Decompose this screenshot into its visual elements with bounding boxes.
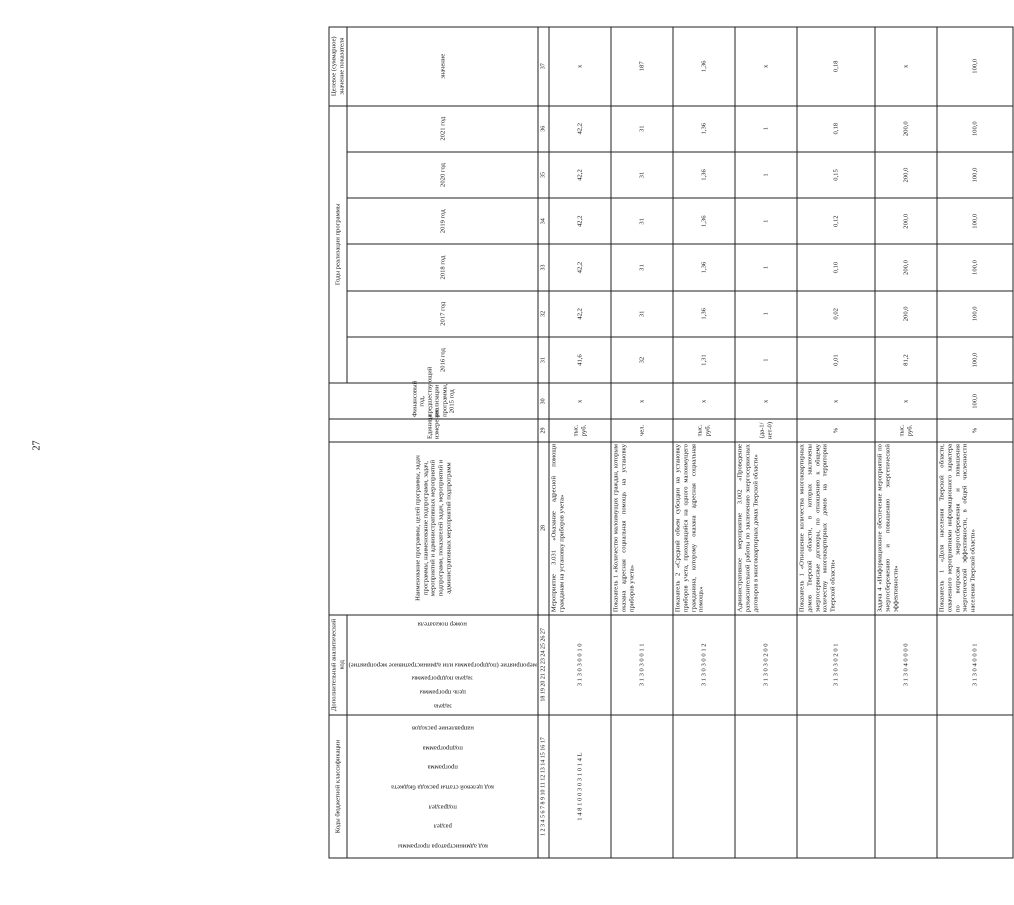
row-unit: чел. <box>611 419 673 441</box>
row-v2016: 1,31 <box>673 337 735 383</box>
header-direction: направление расходов <box>411 724 474 732</box>
row-v2019: 42,2 <box>549 198 611 244</box>
row-v2019: 1 <box>735 198 797 244</box>
row-v2018: 42,2 <box>549 244 611 290</box>
header-unit: Единица измерения <box>329 419 538 441</box>
row-total: х <box>735 27 797 106</box>
col-num-28: 28 <box>538 442 549 615</box>
row-v2020: 0,15 <box>797 152 875 198</box>
header-budget-subcols <box>347 715 538 858</box>
row-v2017: 42,2 <box>549 291 611 337</box>
row-v2015: х <box>611 383 673 419</box>
column-numbers-row <box>538 27 549 858</box>
col-num-32: 32 <box>538 291 549 337</box>
row-v2015: х <box>735 383 797 419</box>
row-v2015: х <box>673 383 735 419</box>
row-unit: (да-1/нет-0) <box>735 419 797 441</box>
row-unit: тыс. руб. <box>875 419 937 441</box>
header-indicator-num: номер показателя <box>418 620 468 628</box>
row-v2016: 0,01 <box>797 337 875 383</box>
header-admin: код администратора программы <box>397 842 488 850</box>
col-num-29: 29 <box>538 419 549 441</box>
row-total: 0,18 <box>797 27 875 106</box>
row-analytic-code: 3 1 3 0 4 0 0 0 1 <box>937 615 1013 716</box>
row-analytic-code: 3 1 3 0 3 0 0 1 2 <box>673 615 735 716</box>
row-budget-code <box>673 715 735 858</box>
row-v2018: 100,0 <box>937 244 1013 290</box>
col-num-37: 37 <box>538 27 549 106</box>
col-num-36: 36 <box>538 106 549 152</box>
row-total: х <box>875 27 937 106</box>
header-budget-codes: Коды бюджетной классификации <box>329 715 347 858</box>
row-name: Административное мероприятие 3.002 «Проведение разъяснительной работы по заключению энергосервисных договоров в многоквартирных домах Тверской области» <box>735 442 797 615</box>
table-row <box>549 27 611 858</box>
row-v2015: х <box>875 383 937 419</box>
program-table-sheet <box>329 27 979 859</box>
row-v2019: 200,0 <box>875 198 937 244</box>
row-v2015: 100,0 <box>937 383 1013 419</box>
header-goal: цель программы <box>419 688 466 696</box>
header-y2017: 2017 год <box>347 291 538 337</box>
row-v2015: х <box>797 383 875 419</box>
row-v2017: 100,0 <box>937 291 1013 337</box>
header-target-code: код целевой статьи расхода бюджета <box>391 783 495 791</box>
row-budget-code <box>735 715 797 858</box>
row-unit: тыс. руб. <box>549 419 611 441</box>
row-unit: тыс. руб. <box>673 419 735 441</box>
row-budget-code: 1 4 8 1 0 0 3 0 3 1 0 1 4 L <box>549 715 611 858</box>
row-v2018: 1,36 <box>673 244 735 290</box>
row-v2020: 100,0 <box>937 152 1013 198</box>
header-task-sub: задача подпрограммы <box>412 674 474 682</box>
row-budget-code <box>875 715 937 858</box>
row-v2018: 1 <box>735 244 797 290</box>
row-v2020: 42,2 <box>549 152 611 198</box>
col-nums-analytic: 18 19 20 21 22 23 24 25 26 27 <box>538 615 549 716</box>
row-budget-code <box>611 715 673 858</box>
row-analytic-code: 3 1 3 0 3 0 0 1 1 <box>611 615 673 716</box>
row-v2017: 200,0 <box>875 291 937 337</box>
table-row <box>611 27 673 858</box>
row-v2016: 32 <box>611 337 673 383</box>
header-program: программа <box>427 763 458 771</box>
header-measure: мероприятие (подпрограммы или административное мероприятие) <box>348 661 537 669</box>
table-row <box>673 27 735 858</box>
header-analytic-subcols <box>347 615 538 716</box>
row-v2019: 0,12 <box>797 198 875 244</box>
row-v2018: 0,10 <box>797 244 875 290</box>
col-num-31: 31 <box>538 337 549 383</box>
row-v2019: 1,36 <box>673 198 735 244</box>
col-num-30: 30 <box>538 383 549 419</box>
header-value: значение <box>347 27 538 106</box>
row-v2021: 0,18 <box>797 106 875 152</box>
row-v2016: 81,2 <box>875 337 937 383</box>
header-target: Целевое (суммарное) значение показателя <box>329 27 347 106</box>
header-y2021: 2021 год <box>347 106 538 152</box>
row-unit: % <box>937 419 1013 441</box>
table-row <box>735 27 797 858</box>
program-table <box>329 27 1014 859</box>
row-v2016: 41,6 <box>549 337 611 383</box>
header-y2019: 2019 год <box>347 198 538 244</box>
row-v2019: 31 <box>611 198 673 244</box>
row-unit: % <box>797 419 875 441</box>
row-budget-code <box>937 715 1013 858</box>
page-number: 27 <box>31 440 43 451</box>
row-analytic-code: 3 1 3 0 3 0 0 1 0 <box>549 615 611 716</box>
col-nums-budget: 1 2 3 4 5 6 7 8 9 10 11 12 13 14 15 16 17 <box>538 715 549 858</box>
row-v2021: 200,0 <box>875 106 937 152</box>
col-num-35: 35 <box>538 152 549 198</box>
row-v2015: х <box>549 383 611 419</box>
header-subprogram: подпрограмма <box>422 744 463 752</box>
row-v2016: 1 <box>735 337 797 383</box>
header-analytic: Дополнительный аналитический код <box>329 615 347 716</box>
row-v2021: 1,36 <box>673 106 735 152</box>
row-v2018: 31 <box>611 244 673 290</box>
header-task: задача <box>433 702 452 710</box>
row-name: Показатель 2 «Средний объем субсидии на установку приборов учета, приходящийся на одного малоимущего гражданина, которому оказана адресная социальная помощь» <box>673 442 735 615</box>
row-v2017: 31 <box>611 291 673 337</box>
header-name: Наименование программы, целей программы, задач программы, наименование подпрограмм, задач, мероприятий и административных мероприятий подпрограмм, показателей задач, мероприятий и административных мероприятий подпрограмм <box>329 442 538 615</box>
row-v2017: 0,02 <box>797 291 875 337</box>
row-name: Показатель 1 «Отношение количества многоквартирных домов Тверской области, в которых заключены энергосервисные договоры, по отношению к общему количеству многоквартирных домов на территории Тверской области» <box>797 442 875 615</box>
row-analytic-code: 3 1 3 0 3 0 2 0 0 <box>735 615 797 716</box>
row-v2017: 1,36 <box>673 291 735 337</box>
row-name: Показатель 1 «Количество малоимущих граждан, которым оказана адресная социальная помощь на установку приборов учета» <box>611 442 673 615</box>
row-v2020: 200,0 <box>875 152 937 198</box>
header-fin-year: Финансовый год, предшествующий реализации программы, 2015 год <box>329 383 538 419</box>
row-v2019: 100,0 <box>937 198 1013 244</box>
row-v2021: 100,0 <box>937 106 1013 152</box>
row-v2018: 200,0 <box>875 244 937 290</box>
row-v2020: 1,36 <box>673 152 735 198</box>
row-v2016: 100,0 <box>937 337 1013 383</box>
row-v2021: 42,2 <box>549 106 611 152</box>
row-total: 187 <box>611 27 673 106</box>
row-budget-code <box>797 715 875 858</box>
header-y2020: 2020 год <box>347 152 538 198</box>
row-total: 1,36 <box>673 27 735 106</box>
row-name: Мероприятие 3.031 «Оказание адресной помощи гражданам на установку приборов учета» <box>549 442 611 615</box>
table-row <box>797 27 875 858</box>
header-y2016: 2016 год <box>347 337 538 383</box>
row-total: х <box>549 27 611 106</box>
row-name: Задача 4 «Информационное обеспечение мероприятий по энергосбережению и повышению энергетической эффективности» <box>875 442 937 615</box>
row-v2021: 1 <box>735 106 797 152</box>
header-subsection: подраздел <box>428 803 457 811</box>
table-row <box>875 27 937 858</box>
row-analytic-code: 3 1 3 0 4 0 0 0 0 <box>875 615 937 716</box>
row-v2021: 31 <box>611 106 673 152</box>
row-v2020: 1 <box>735 152 797 198</box>
row-name: Показатель 1 «Доля населения Тверской области, охваченного мероприятиями информационного характера по вопросам энергосбережения и повышения энергетической эффективности, в общей численности населения Тверской области» <box>937 442 1013 615</box>
col-num-33: 33 <box>538 244 549 290</box>
row-analytic-code: 3 1 3 0 3 0 2 0 1 <box>797 615 875 716</box>
row-v2020: 31 <box>611 152 673 198</box>
header-section: раздел <box>433 822 452 830</box>
header-y2018: 2018 год <box>347 244 538 290</box>
row-total: 100,0 <box>937 27 1013 106</box>
col-num-34: 34 <box>538 198 549 244</box>
header-years: Годы реализации программы <box>329 106 347 384</box>
row-v2017: 1 <box>735 291 797 337</box>
table-row <box>937 27 1013 858</box>
